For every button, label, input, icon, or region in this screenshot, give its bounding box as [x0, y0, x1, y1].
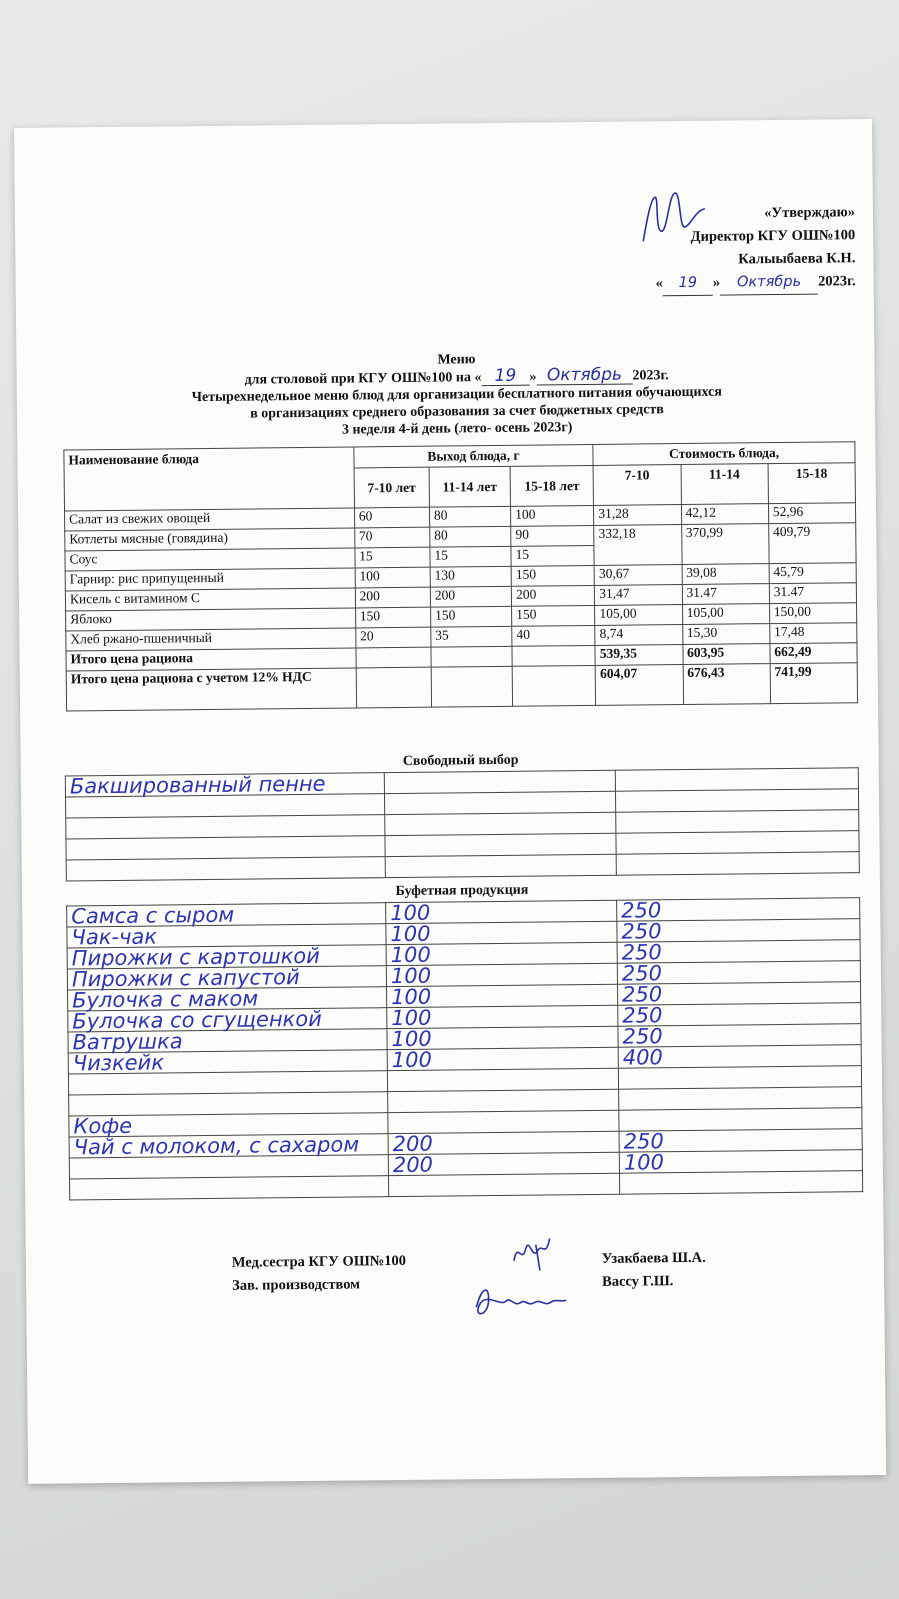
age-header: 15-18 лет [510, 465, 594, 506]
signatures-right [602, 1247, 706, 1294]
table-row: Чай с молоком, с сахаром 200 250 [69, 1129, 862, 1158]
approval-month: Октябрь [720, 271, 818, 296]
production-signature [466, 1272, 577, 1323]
col-dish-name: Наименование блюда [64, 447, 354, 511]
menu-document [14, 119, 886, 1484]
free-choice-title: Свободный выбор [402, 752, 519, 769]
table-row: Гарнир: рис припущенный 100 130 150 30,67 39,08 45,79 [65, 563, 856, 591]
table-row: Ватрушка 100 250 [68, 1024, 861, 1053]
table-row: Чак-чак 100 250 [67, 919, 860, 948]
total-vat-row: Итого цена рациона с учетом 12% НДС 604,07 676,43 741,99 [66, 663, 857, 711]
menu-table [63, 441, 858, 711]
signatures-left [232, 1250, 407, 1298]
free-choice-table [65, 767, 860, 881]
header-title: Меню [437, 352, 476, 368]
nurse-signature [506, 1230, 566, 1277]
document-header [56, 347, 857, 441]
nurse-label: Мед.сестра КГУ ОШ№100 [231, 1252, 407, 1271]
approval-day: 19 [663, 272, 713, 297]
table-row: Пирожки с картошкой 100 250 [67, 940, 860, 969]
header-line2: Четырехнедельное меню блюд для организации бесплатного питания обучающихся [191, 384, 722, 406]
table-row: Хлеб ржано-пшеничный 20 35 40 8,74 15,30 17,48 [66, 623, 857, 651]
table-row: Пирожки с капустой 100 250 [67, 961, 860, 990]
age-header: 7-10 [593, 465, 681, 506]
age-header: 7-10 лет [354, 467, 430, 508]
table-row: Яблоко 150 150 150 105,00 105,00 150,00 [66, 603, 857, 631]
table-row: Бакшированный пенне [65, 768, 858, 797]
header-day: 19 [481, 368, 529, 387]
col-yield: Выход блюда, г [354, 444, 594, 468]
buffet-title: Буфетная продукция [395, 882, 529, 900]
table-row: Кофе [69, 1108, 862, 1137]
header-line1: для столовой при КГУ ОШ№100 на « 19 » Октябрь 2023г. [244, 364, 669, 388]
approval-director-name: Калыыбаева К.Н. [738, 250, 856, 268]
age-header: 11-14 лет [429, 466, 511, 507]
table-row: 200 100 [69, 1150, 862, 1179]
buffet-table [66, 897, 863, 1200]
table-row: Булочка с маком 100 250 [68, 982, 861, 1011]
table-row: Соус 15 15 15 [65, 543, 856, 571]
table-row: Кисель с витамином С 200 200 200 31,47 31.47 31.47 [65, 583, 856, 611]
approval-director: Директор КГУ ОШ№100 [690, 227, 856, 245]
header-month: Октябрь [536, 367, 632, 386]
director-signature [625, 189, 716, 250]
age-header: 11-14 [681, 464, 769, 505]
col-cost: Стоимость блюда, [593, 442, 855, 466]
approval-date: « 19 » Октябрь 2023г. [616, 270, 856, 297]
approval-title: «Утверждаю» [764, 204, 856, 222]
header-line4: 3 неделя 4-й день (лето- осень 2023г) [341, 420, 573, 438]
table-row: Котлеты мясные (говядина) 70 80 90 332,18 370,99 409,79 [65, 523, 856, 551]
production-label: Зав. производством [232, 1276, 361, 1294]
table-row: Чизкейк 100 400 [68, 1045, 861, 1074]
total-row: Итого цена рациона 539,35 603,95 662,49 [66, 643, 857, 671]
age-header: 15-18 [768, 463, 856, 504]
table-row: Булочка со сгущенкой 100 250 [68, 1003, 861, 1032]
production-name: Вассу Г.Ш. [602, 1273, 674, 1290]
approval-block [615, 201, 856, 297]
table-row: Самса с сыром 100 250 [67, 898, 860, 927]
table-row: Салат из свежих овощей 60 80 100 31,28 42,12 52,96 [65, 503, 856, 531]
nurse-name: Узакбаева Ш.А. [601, 1249, 706, 1267]
header-line3: в организациях среднего образования за счет бюджетных средств [250, 402, 664, 422]
